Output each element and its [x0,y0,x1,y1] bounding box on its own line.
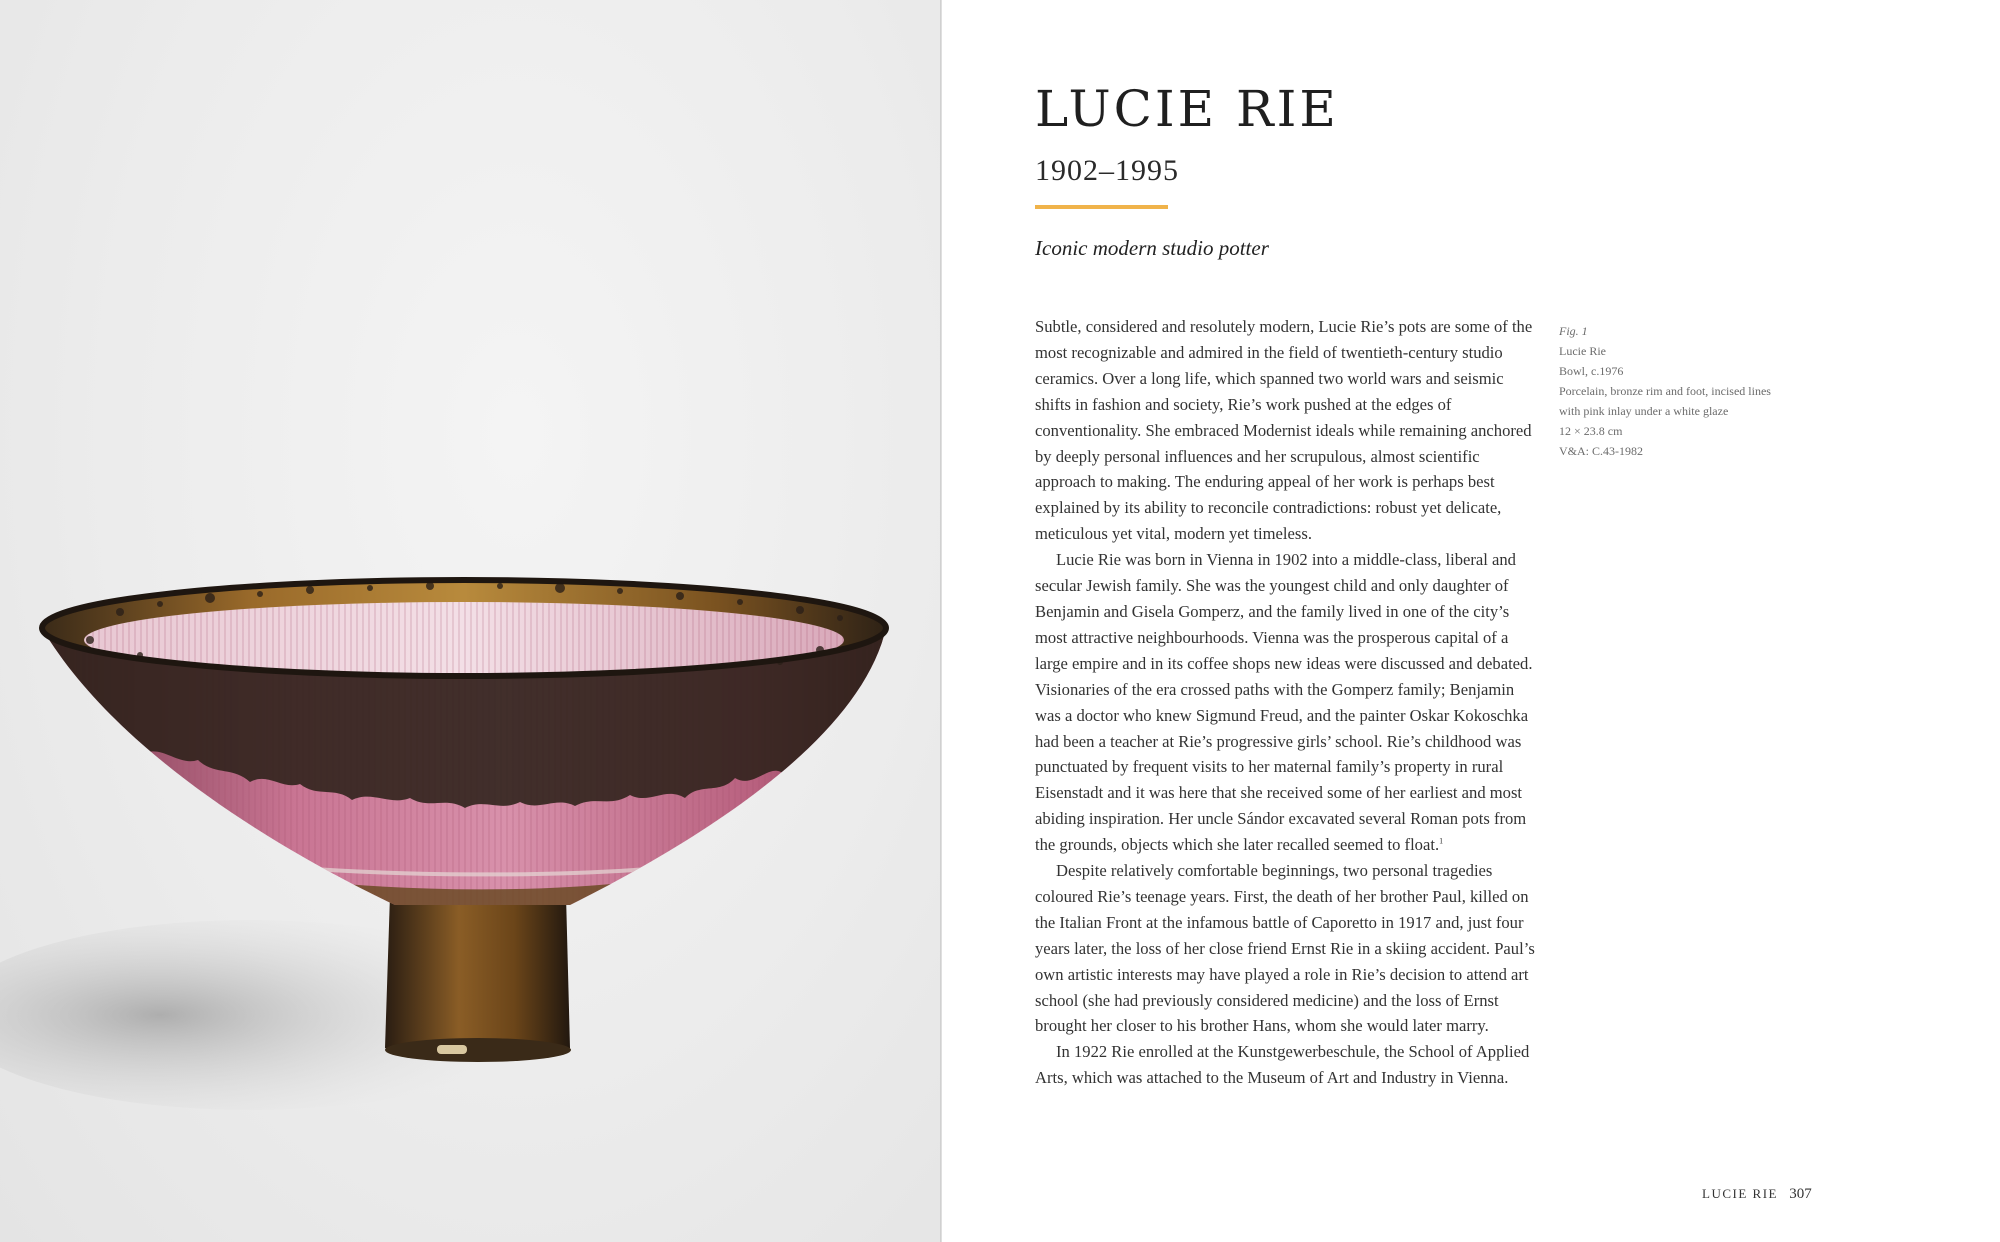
text-page [942,0,2000,1242]
body-paragraph [1035,858,1540,1039]
caption-accession: V&A: C.43-1982 [1559,444,1643,458]
paragraph-text: Subtle, considered and resolutely modern, Lucie Rie’s pots are some of the most recognizable and admired in the field of twentieth-century studio ceramics. Over a long life, which spanned two world wars and seismic shifts in fashion and society, Rie’s work pushed at the edges of conventionality. She embraced Modernist ideals while remaining anchored by deeply personal influences and her scrupulous, almost scientific approach to making. The enduring appeal of her work is perhaps best explained by its ability to reconcile contradictions: robust yet delicate, meticulous yet vital, modern yet timeless. [1035,317,1533,544]
footnote-marker: 1 [1439,836,1444,846]
running-head: LUCIE RIE [1702,1186,1778,1201]
page-subtitle: Iconic modern studio potter [1035,236,1269,260]
page-number: 307 [1789,1186,1812,1202]
page-footer [1702,1186,1812,1203]
paragraph-text: Lucie Rie was born in Vienna in 1902 into a middle-class, liberal and secular Jewish family. She was the youngest child and only daughter of Benjamin and Gisela Gomperz, and the family lived in one of the city’s most attractive neighbourhoods. Vienna was the prosperous capital of a large empire and in its coffee shops new ideas were discussed and debated. Visionaries of the era crossed paths with the Gomperz family; Benjamin was a doctor who knew Sigmund Freud, and the painter Oskar Kokoschka had been a teacher at Rie’s progressive girls’ school. Rie’s childhood was punctuated by frequent visits to her maternal family’s property in rural Eisenstadt and it was here that she received some of her earliest and most abiding inspiration. Her uncle Sándor excavated several Roman pots from the grounds, objects which she later recalled seemed to float. [1035,550,1533,855]
body-paragraph [1035,314,1540,547]
figure-caption [1559,321,1819,461]
body-text [1035,314,1540,1091]
body-paragraph [1035,1039,1540,1091]
caption-artist: Lucie Rie [1559,344,1606,358]
caption-dimensions: 12 × 23.8 cm [1559,424,1623,438]
paragraph-text: In 1922 Rie enrolled at the Kunstgewerbeschule, the School of Applied Arts, which was attached to the Museum of Art and Industry in Vienna. [1035,1042,1530,1088]
life-dates: 1902–1995 [1035,154,1179,187]
accent-rule [1035,205,1168,209]
paragraph-text: Despite relatively comfortable beginnings, two personal tragedies coloured Rie’s teenage years. First, the death of her brother Paul, killed on the Italian Front at the infamous battle of Caporetto in 1917 and, just four years later, the loss of her close friend Ernst Rie in a skiing accident. Paul’s own artistic interests may have played a role in Rie’s decision to attend art school (she had previously considered medicine) and the loss of Ernst brought her closer to his brother Hans, whom she would later marry. [1035,861,1535,1036]
page-title: LUCIE RIE [1035,80,1339,138]
caption-materials-continued: with pink inlay under a white glaze [1559,404,1729,418]
caption-work: Bowl, c.1976 [1559,364,1624,378]
caption-fig-label: Fig. 1 [1559,324,1588,338]
caption-materials: Porcelain, bronze rim and foot, incised lines [1559,384,1771,398]
body-paragraph [1035,547,1540,858]
bowl-illustration [0,0,940,1242]
bowl-photograph [0,0,940,1242]
